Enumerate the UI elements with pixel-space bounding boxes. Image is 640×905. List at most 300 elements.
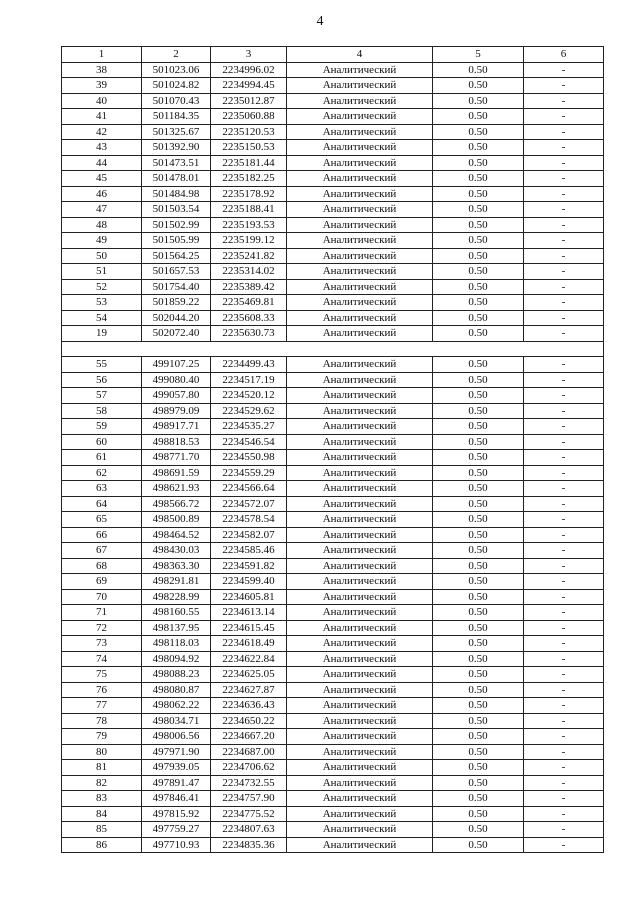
table-cell: 498691.59 bbox=[142, 465, 211, 481]
table-row bbox=[62, 264, 604, 280]
table-cell: 38 bbox=[62, 62, 142, 78]
table-cell: 65 bbox=[62, 512, 142, 528]
table-cell: 0.50 bbox=[433, 558, 524, 574]
table-cell: 2234599.40 bbox=[211, 574, 287, 590]
table-cell: 0.50 bbox=[433, 78, 524, 94]
table-cell: 0.50 bbox=[433, 403, 524, 419]
table-cell: 2235060.88 bbox=[211, 109, 287, 125]
table-cell: 498088.23 bbox=[142, 667, 211, 683]
coordinates-table bbox=[61, 46, 604, 853]
table-cell: Аналитический bbox=[287, 698, 433, 714]
table-row bbox=[62, 558, 604, 574]
table-row bbox=[62, 326, 604, 342]
table-cell: Аналитический bbox=[287, 589, 433, 605]
table-cell: 0.50 bbox=[433, 372, 524, 388]
table-cell: 498979.09 bbox=[142, 403, 211, 419]
table-cell: 498062.22 bbox=[142, 698, 211, 714]
table-cell: 0.50 bbox=[433, 744, 524, 760]
table-row bbox=[62, 729, 604, 745]
table-cell: - bbox=[524, 512, 604, 528]
table-cell: Аналитический bbox=[287, 419, 433, 435]
table-row bbox=[62, 744, 604, 760]
table-cell: 2234550.98 bbox=[211, 450, 287, 466]
table-row bbox=[62, 124, 604, 140]
table-cell: 0.50 bbox=[433, 837, 524, 853]
table-cell: 501325.67 bbox=[142, 124, 211, 140]
table-cell: - bbox=[524, 682, 604, 698]
table-row bbox=[62, 202, 604, 218]
table-cell: 0.50 bbox=[433, 651, 524, 667]
table-cell: 0.50 bbox=[433, 543, 524, 559]
table-cell: - bbox=[524, 264, 604, 280]
table-cell: 2235120.53 bbox=[211, 124, 287, 140]
table-cell: - bbox=[524, 372, 604, 388]
table-cell: 56 bbox=[62, 372, 142, 388]
table-row bbox=[62, 589, 604, 605]
table-cell: 2235012.87 bbox=[211, 93, 287, 109]
table-cell: Аналитический bbox=[287, 682, 433, 698]
table-cell: 0.50 bbox=[433, 295, 524, 311]
table-cell: 0.50 bbox=[433, 465, 524, 481]
table-cell: - bbox=[524, 620, 604, 636]
table-cell: 501754.40 bbox=[142, 279, 211, 295]
table-cell: 2234627.87 bbox=[211, 682, 287, 698]
table-row bbox=[62, 155, 604, 171]
table-row bbox=[62, 512, 604, 528]
table-cell: 498137.95 bbox=[142, 620, 211, 636]
table-cell: 2235193.53 bbox=[211, 217, 287, 233]
table-cell: - bbox=[524, 667, 604, 683]
table-cell: 0.50 bbox=[433, 233, 524, 249]
table-cell: - bbox=[524, 419, 604, 435]
table-cell: 502044.20 bbox=[142, 310, 211, 326]
table-cell: Аналитический bbox=[287, 822, 433, 838]
table-row bbox=[62, 140, 604, 156]
table-cell: 2234559.29 bbox=[211, 465, 287, 481]
table-cell: - bbox=[524, 651, 604, 667]
table-cell: - bbox=[524, 388, 604, 404]
table-cell: - bbox=[524, 155, 604, 171]
table-cell: 46 bbox=[62, 186, 142, 202]
table-cell: 498080.87 bbox=[142, 682, 211, 698]
table-cell: Аналитический bbox=[287, 512, 433, 528]
table-cell: 499057.80 bbox=[142, 388, 211, 404]
empty-cell bbox=[62, 341, 604, 357]
table-cell: 2234520.12 bbox=[211, 388, 287, 404]
table-cell: 78 bbox=[62, 713, 142, 729]
table-cell: Аналитический bbox=[287, 155, 433, 171]
table-cell: 0.50 bbox=[433, 775, 524, 791]
table-cell: 0.50 bbox=[433, 450, 524, 466]
table-cell: Аналитический bbox=[287, 791, 433, 807]
table-cell: 2234615.45 bbox=[211, 620, 287, 636]
table-row bbox=[62, 713, 604, 729]
table-cell: - bbox=[524, 78, 604, 94]
table-cell: Аналитический bbox=[287, 326, 433, 342]
table-cell: 0.50 bbox=[433, 574, 524, 590]
table-row bbox=[62, 310, 604, 326]
table-cell: 501392.90 bbox=[142, 140, 211, 156]
table-cell: 68 bbox=[62, 558, 142, 574]
table-row bbox=[62, 481, 604, 497]
table-cell: 2234757.90 bbox=[211, 791, 287, 807]
table-row bbox=[62, 605, 604, 621]
table-cell: 501473.51 bbox=[142, 155, 211, 171]
table-row bbox=[62, 171, 604, 187]
page-number: 4 bbox=[316, 14, 324, 29]
table-cell: 501024.82 bbox=[142, 78, 211, 94]
table-cell: 2234835.36 bbox=[211, 837, 287, 853]
table-cell: 0.50 bbox=[433, 155, 524, 171]
table-cell: 61 bbox=[62, 450, 142, 466]
table-cell: 2234618.49 bbox=[211, 636, 287, 652]
table-cell: 497815.92 bbox=[142, 806, 211, 822]
table-cell: 501070.43 bbox=[142, 93, 211, 109]
table-cell: - bbox=[524, 605, 604, 621]
table-row bbox=[62, 217, 604, 233]
table-cell: 80 bbox=[62, 744, 142, 760]
table-cell: 0.50 bbox=[433, 713, 524, 729]
table-cell: - bbox=[524, 760, 604, 776]
table-cell: Аналитический bbox=[287, 667, 433, 683]
table-cell: 2235314.02 bbox=[211, 264, 287, 280]
table-cell: 0.50 bbox=[433, 217, 524, 233]
table-cell: 2234572.07 bbox=[211, 496, 287, 512]
table-cell: 0.50 bbox=[433, 682, 524, 698]
table-cell: 0.50 bbox=[433, 512, 524, 528]
table-row bbox=[62, 403, 604, 419]
table-cell: Аналитический bbox=[287, 543, 433, 559]
table-cell: 2235178.92 bbox=[211, 186, 287, 202]
table-cell: 501657.53 bbox=[142, 264, 211, 280]
table-cell: 498094.92 bbox=[142, 651, 211, 667]
table-cell: 86 bbox=[62, 837, 142, 853]
table-cell: 54 bbox=[62, 310, 142, 326]
table-cell: 57 bbox=[62, 388, 142, 404]
table-cell: 0.50 bbox=[433, 264, 524, 280]
table-cell: 498291.81 bbox=[142, 574, 211, 590]
table-cell: Аналитический bbox=[287, 171, 433, 187]
table-cell: - bbox=[524, 822, 604, 838]
table-cell: 62 bbox=[62, 465, 142, 481]
table-cell: 498621.93 bbox=[142, 481, 211, 497]
table-cell: Аналитический bbox=[287, 465, 433, 481]
table-cell: Аналитический bbox=[287, 78, 433, 94]
table-row bbox=[62, 698, 604, 714]
table-cell: 501184.35 bbox=[142, 109, 211, 125]
table-cell: 0.50 bbox=[433, 357, 524, 373]
table-cell: 0.50 bbox=[433, 698, 524, 714]
table-cell: 66 bbox=[62, 527, 142, 543]
table-row bbox=[62, 93, 604, 109]
table-cell: 501502.99 bbox=[142, 217, 211, 233]
table-cell: 2235389.42 bbox=[211, 279, 287, 295]
table-cell: Аналитический bbox=[287, 806, 433, 822]
table-cell: - bbox=[524, 279, 604, 295]
table-cell: 501478.01 bbox=[142, 171, 211, 187]
table-cell: 0.50 bbox=[433, 62, 524, 78]
table-row bbox=[62, 434, 604, 450]
header-row bbox=[62, 47, 604, 63]
table-cell: 2234706.62 bbox=[211, 760, 287, 776]
table-cell: - bbox=[524, 233, 604, 249]
table-cell: 47 bbox=[62, 202, 142, 218]
table-cell: - bbox=[524, 434, 604, 450]
table-cell: - bbox=[524, 791, 604, 807]
table-cell: 2234582.07 bbox=[211, 527, 287, 543]
table-cell: 0.50 bbox=[433, 93, 524, 109]
table-cell: 497939.05 bbox=[142, 760, 211, 776]
table-cell: 2235182.25 bbox=[211, 171, 287, 187]
table-cell: Аналитический bbox=[287, 837, 433, 853]
table-cell: - bbox=[524, 729, 604, 745]
table-row bbox=[62, 450, 604, 466]
table-cell: 2234499.43 bbox=[211, 357, 287, 373]
table-row bbox=[62, 837, 604, 853]
table-cell: 501503.54 bbox=[142, 202, 211, 218]
table-cell: 2234546.54 bbox=[211, 434, 287, 450]
table-cell: 498430.03 bbox=[142, 543, 211, 559]
table-cell: 0.50 bbox=[433, 202, 524, 218]
table-cell: 67 bbox=[62, 543, 142, 559]
table-cell: 0.50 bbox=[433, 481, 524, 497]
table-cell: 2234622.84 bbox=[211, 651, 287, 667]
table-cell: 0.50 bbox=[433, 822, 524, 838]
table-cell: 2235199.12 bbox=[211, 233, 287, 249]
table-row bbox=[62, 527, 604, 543]
table-cell: 497759.27 bbox=[142, 822, 211, 838]
table-cell: 42 bbox=[62, 124, 142, 140]
table-cell: Аналитический bbox=[287, 310, 433, 326]
table-cell: 2235181.44 bbox=[211, 155, 287, 171]
table-cell: 497971.90 bbox=[142, 744, 211, 760]
table-row bbox=[62, 651, 604, 667]
table-cell: 82 bbox=[62, 775, 142, 791]
table-cell: 60 bbox=[62, 434, 142, 450]
table-row bbox=[62, 682, 604, 698]
table-cell: Аналитический bbox=[287, 527, 433, 543]
table-cell: 3 bbox=[211, 47, 287, 63]
table-cell: 501023.06 bbox=[142, 62, 211, 78]
table-cell: 0.50 bbox=[433, 806, 524, 822]
table-row bbox=[62, 186, 604, 202]
table-cell: 501564.25 bbox=[142, 248, 211, 264]
table-row bbox=[62, 357, 604, 373]
table-cell: 39 bbox=[62, 78, 142, 94]
table-row bbox=[62, 279, 604, 295]
table-cell: 501505.99 bbox=[142, 233, 211, 249]
table-cell: - bbox=[524, 186, 604, 202]
table-cell: 0.50 bbox=[433, 248, 524, 264]
table-cell: - bbox=[524, 775, 604, 791]
table-cell: 43 bbox=[62, 140, 142, 156]
table-row bbox=[62, 791, 604, 807]
table-cell: - bbox=[524, 124, 604, 140]
table-cell: - bbox=[524, 713, 604, 729]
table-cell: 0.50 bbox=[433, 605, 524, 621]
table-cell: 498771.70 bbox=[142, 450, 211, 466]
table-cell: 0.50 bbox=[433, 791, 524, 807]
table-cell: 0.50 bbox=[433, 109, 524, 125]
table-cell: 69 bbox=[62, 574, 142, 590]
table-cell: 2234517.19 bbox=[211, 372, 287, 388]
table-cell: Аналитический bbox=[287, 124, 433, 140]
table-body bbox=[62, 47, 604, 853]
table-cell: - bbox=[524, 310, 604, 326]
table-cell: - bbox=[524, 140, 604, 156]
table-cell: 58 bbox=[62, 403, 142, 419]
table-cell: 50 bbox=[62, 248, 142, 264]
table-cell: - bbox=[524, 574, 604, 590]
table-row bbox=[62, 295, 604, 311]
table-cell: 2234535.27 bbox=[211, 419, 287, 435]
table-cell: Аналитический bbox=[287, 434, 433, 450]
table-cell: - bbox=[524, 326, 604, 342]
table-cell: Аналитический bbox=[287, 620, 433, 636]
table-cell: 2234605.81 bbox=[211, 589, 287, 605]
table-cell: 73 bbox=[62, 636, 142, 652]
table-cell: 5 bbox=[433, 47, 524, 63]
table-cell: 498228.99 bbox=[142, 589, 211, 605]
table-cell: 2234994.45 bbox=[211, 78, 287, 94]
table-cell: 0.50 bbox=[433, 496, 524, 512]
table-cell: 498464.52 bbox=[142, 527, 211, 543]
table-row bbox=[62, 78, 604, 94]
table-cell: Аналитический bbox=[287, 713, 433, 729]
table-cell: Аналитический bbox=[287, 605, 433, 621]
table-cell: 72 bbox=[62, 620, 142, 636]
table-cell: - bbox=[524, 403, 604, 419]
table-cell: 501484.98 bbox=[142, 186, 211, 202]
table-row bbox=[62, 574, 604, 590]
table-cell: 498917.71 bbox=[142, 419, 211, 435]
table-cell: Аналитический bbox=[287, 775, 433, 791]
table-cell: 85 bbox=[62, 822, 142, 838]
table-cell: - bbox=[524, 450, 604, 466]
table-cell: 497891.47 bbox=[142, 775, 211, 791]
table-cell: 498034.71 bbox=[142, 713, 211, 729]
table-cell: 81 bbox=[62, 760, 142, 776]
table-row bbox=[62, 233, 604, 249]
table-cell: 0.50 bbox=[433, 310, 524, 326]
table-row bbox=[62, 822, 604, 838]
table-cell: 51 bbox=[62, 264, 142, 280]
table-cell: 19 bbox=[62, 326, 142, 342]
table-cell: 2234667.20 bbox=[211, 729, 287, 745]
table-cell: 0.50 bbox=[433, 667, 524, 683]
table-cell: 0.50 bbox=[433, 620, 524, 636]
table-cell: 2234807.63 bbox=[211, 822, 287, 838]
table-row bbox=[62, 806, 604, 822]
table-cell: 83 bbox=[62, 791, 142, 807]
table-cell: 84 bbox=[62, 806, 142, 822]
table-cell: 55 bbox=[62, 357, 142, 373]
table-cell: 44 bbox=[62, 155, 142, 171]
table-cell: - bbox=[524, 527, 604, 543]
table-cell: Аналитический bbox=[287, 729, 433, 745]
table-cell: 2234529.62 bbox=[211, 403, 287, 419]
table-cell: 48 bbox=[62, 217, 142, 233]
table-row bbox=[62, 419, 604, 435]
table-row bbox=[62, 388, 604, 404]
table-cell: 2234636.43 bbox=[211, 698, 287, 714]
table-cell: Аналитический bbox=[287, 744, 433, 760]
table-cell: 1 bbox=[62, 47, 142, 63]
table-row bbox=[62, 248, 604, 264]
table-cell: 2235469.81 bbox=[211, 295, 287, 311]
table-cell: Аналитический bbox=[287, 202, 433, 218]
table-cell: - bbox=[524, 543, 604, 559]
table-cell: 2234566.64 bbox=[211, 481, 287, 497]
table-cell: 2234650.22 bbox=[211, 713, 287, 729]
table-cell: - bbox=[524, 171, 604, 187]
table-cell: Аналитический bbox=[287, 636, 433, 652]
table-cell: - bbox=[524, 248, 604, 264]
table-cell: - bbox=[524, 496, 604, 512]
table-cell: 59 bbox=[62, 419, 142, 435]
table-cell: Аналитический bbox=[287, 760, 433, 776]
table-cell: 501859.22 bbox=[142, 295, 211, 311]
table-cell: 0.50 bbox=[433, 388, 524, 404]
table-cell: 52 bbox=[62, 279, 142, 295]
table-cell: Аналитический bbox=[287, 651, 433, 667]
table-cell: 498118.03 bbox=[142, 636, 211, 652]
table-cell: - bbox=[524, 93, 604, 109]
table-cell: 0.50 bbox=[433, 434, 524, 450]
table-cell: 2234585.46 bbox=[211, 543, 287, 559]
table-cell: Аналитический bbox=[287, 217, 433, 233]
table-cell: Аналитический bbox=[287, 388, 433, 404]
table-row bbox=[62, 775, 604, 791]
table-cell: 0.50 bbox=[433, 636, 524, 652]
table-cell: - bbox=[524, 698, 604, 714]
table-cell: 2235188.41 bbox=[211, 202, 287, 218]
table-cell: 70 bbox=[62, 589, 142, 605]
table-cell: - bbox=[524, 357, 604, 373]
table-cell: 4 bbox=[287, 47, 433, 63]
table-row bbox=[62, 109, 604, 125]
table-cell: - bbox=[524, 837, 604, 853]
table-cell: 76 bbox=[62, 682, 142, 698]
table-row bbox=[62, 760, 604, 776]
separator-row bbox=[62, 341, 604, 357]
table-cell: 498006.56 bbox=[142, 729, 211, 745]
table-cell: 0.50 bbox=[433, 527, 524, 543]
table-cell: 498566.72 bbox=[142, 496, 211, 512]
table-cell: 2235150.53 bbox=[211, 140, 287, 156]
table-cell: - bbox=[524, 202, 604, 218]
table-cell: 0.50 bbox=[433, 279, 524, 295]
table-cell: 49 bbox=[62, 233, 142, 249]
table-cell: Аналитический bbox=[287, 481, 433, 497]
table-row bbox=[62, 465, 604, 481]
table-cell: 74 bbox=[62, 651, 142, 667]
table-cell: 2234613.14 bbox=[211, 605, 287, 621]
table-cell: 79 bbox=[62, 729, 142, 745]
table-cell: 0.50 bbox=[433, 171, 524, 187]
table-cell: - bbox=[524, 589, 604, 605]
table-row bbox=[62, 496, 604, 512]
table-cell: - bbox=[524, 295, 604, 311]
table-cell: 2235630.73 bbox=[211, 326, 287, 342]
table-cell: 2234687.00 bbox=[211, 744, 287, 760]
table-cell: Аналитический bbox=[287, 558, 433, 574]
table-cell: 0.50 bbox=[433, 760, 524, 776]
table-cell: 2234625.05 bbox=[211, 667, 287, 683]
table-cell: 498363.30 bbox=[142, 558, 211, 574]
table-cell: 497846.41 bbox=[142, 791, 211, 807]
table-cell: - bbox=[524, 465, 604, 481]
